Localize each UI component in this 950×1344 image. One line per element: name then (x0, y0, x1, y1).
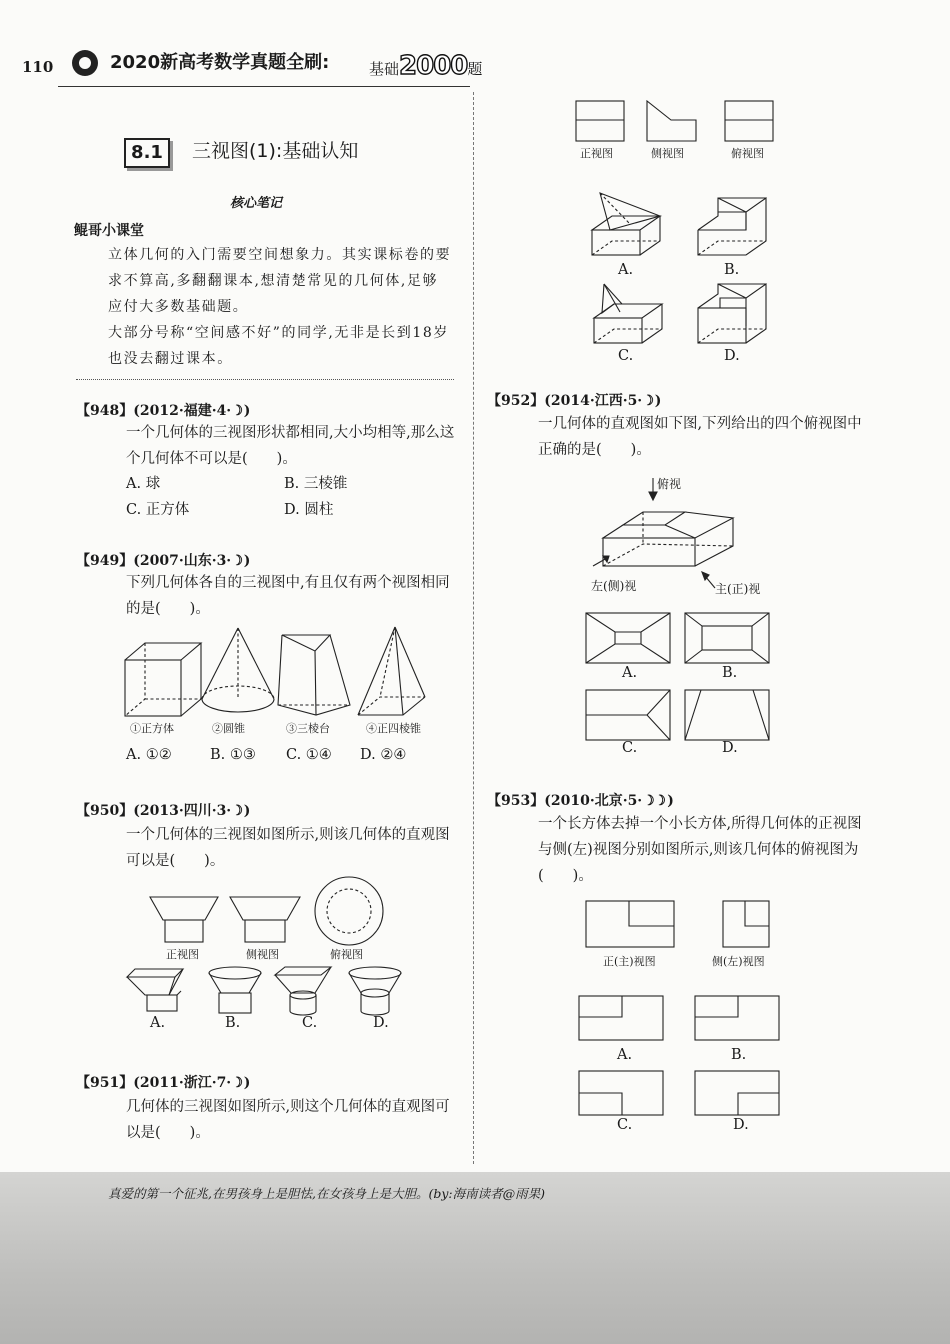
choice-c-topview (579, 1071, 663, 1115)
figure-label: ③三棱台 (286, 722, 330, 735)
crescent-moon-icon: ☽ (231, 403, 244, 419)
dotted-separator (76, 379, 454, 380)
subtitle-prefix: 基础 (369, 60, 400, 78)
option-b: B. (722, 665, 738, 681)
choices-figure-952 (585, 612, 775, 742)
header-circle-icon (72, 50, 98, 76)
choice-a-topview (586, 613, 670, 663)
running-header (64, 44, 484, 84)
choice-c-topview (586, 690, 670, 740)
cone-solid (202, 628, 274, 712)
arrow-left-view (593, 556, 609, 566)
crescent-moon-icon: ☽ (642, 393, 655, 409)
notes-heading: 核心笔记 (229, 196, 282, 211)
option-d: D. ②④ (360, 747, 407, 763)
option-c: C. (618, 348, 634, 364)
section-title: 三视图(1):基础认知 (192, 140, 359, 162)
option-b: B. (724, 262, 740, 278)
choice-c-solid (275, 967, 331, 1015)
choice-c-solid (594, 284, 662, 343)
choice-a-solid (127, 969, 183, 1011)
question-951-header (76, 1072, 250, 1092)
choice-a-solid (592, 193, 660, 255)
lesson-title: 鲲哥小课堂 (74, 223, 144, 239)
option-b: B. 三棱锥 (284, 476, 348, 492)
arrow-top-view (649, 478, 657, 500)
solids-figure (120, 625, 460, 720)
option-a: A. (618, 262, 634, 278)
option-a: A. 球 (126, 476, 161, 492)
question-950-header (76, 800, 250, 820)
choices-figure-951 (580, 188, 780, 358)
option-b: B. ①③ (210, 747, 256, 763)
crescent-moon-icon: ☽ (231, 1075, 244, 1091)
crescent-moon-icon: ☽ (231, 553, 244, 569)
figure-label: ②圆锥 (212, 722, 245, 735)
view-label: 侧视图 (246, 948, 279, 961)
side-view (723, 901, 769, 947)
subtitle-big-number: 2000 (399, 51, 468, 81)
view-label: 俯视图 (330, 948, 363, 961)
question-source-end: ) (243, 803, 251, 819)
arrow-label: 俯视 (657, 477, 682, 491)
side-view (230, 897, 300, 942)
option-c: C. (617, 1117, 633, 1133)
choice-d-solid (698, 284, 766, 343)
front-view (576, 101, 624, 141)
subtitle-suffix: 题 (467, 60, 483, 78)
question-949-text: 下列几何体各自的三视图中,有且仅有两个视图相同的是( )。 (126, 575, 450, 617)
question-id: 【948】 (76, 403, 134, 419)
question-source: (2011·浙江·7· (133, 1075, 232, 1091)
figure-label: ④正四棱锥 (366, 722, 421, 735)
arrow-label: 主(正)视 (715, 582, 761, 596)
solid-952 (603, 512, 733, 566)
section-number: 8.1 (124, 138, 170, 168)
question-id: 【950】 (76, 803, 134, 819)
question-id: 【953】 (487, 793, 545, 809)
two-views-figure-953 (585, 900, 785, 950)
book-subtitle (369, 51, 482, 81)
triangular-frustum-solid (278, 635, 350, 715)
option-a: A. (150, 1015, 166, 1031)
option-a: A. ①② (126, 747, 172, 763)
question-source: (2012·福建·4· (133, 403, 232, 419)
option-a: A. (622, 665, 638, 681)
option-b: B. (225, 1015, 241, 1031)
question-949-header (76, 550, 250, 570)
question-id: 【952】 (487, 393, 545, 409)
question-source: (2007·山东·3· (133, 553, 232, 569)
question-source-end: ) (667, 793, 674, 809)
three-views-figure-950 (145, 875, 395, 955)
choice-b-solid (209, 967, 261, 1013)
question-source-end: ) (654, 393, 662, 409)
view-label: 正视图 (166, 948, 199, 961)
option-d: D. 圆柱 (284, 502, 334, 518)
book-title: 2020新高考数学真题全刷: (110, 52, 330, 73)
figure-label: ①正方体 (130, 722, 174, 735)
choice-b-solid (698, 198, 766, 255)
question-source: (2013·四川·3· (133, 803, 232, 819)
choice-d-topview (685, 690, 769, 740)
view-label: 侧(左)视图 (712, 955, 765, 968)
top-view (725, 101, 773, 141)
option-d: D. (722, 740, 738, 756)
question-948-text: 一个几何体的三视图形状都相同,大小均相等,那么这个几何体不可以是( )。 (126, 425, 455, 467)
arrow-label: 左(侧)视 (591, 579, 637, 593)
option-d: D. (373, 1015, 389, 1031)
front-view (586, 901, 674, 947)
option-a: A. (617, 1047, 633, 1063)
question-950-text: 一个几何体的三视图如图所示,则该几何体的直观图可以是( )。 (126, 827, 450, 869)
view-label: 侧视图 (651, 147, 684, 160)
option-b: B. (731, 1047, 747, 1063)
option-c: C. (622, 740, 638, 756)
lesson-paragraph-1: 立体几何的入门需要空间想象力。其实课标卷的要求不算高,多翻翻课本,想清楚常见的几何体,足够应付大多数基础题。 (108, 247, 452, 315)
three-views-figure-951 (575, 100, 785, 145)
crescent-moon-icon: ☽ (231, 803, 244, 819)
square-pyramid-solid (358, 627, 425, 715)
question-953-text: 一个长方体去掉一个小长方体,所得几何体的正视图与侧(左)视图分别如图所示,则该几何体的俯视图为( )。 (538, 816, 862, 884)
cube-solid (125, 643, 201, 716)
question-source-end: ) (243, 553, 251, 569)
option-c: C. (302, 1015, 318, 1031)
question-source-end: ) (243, 1075, 251, 1091)
choice-b-topview (695, 996, 779, 1040)
column-divider (473, 92, 474, 1164)
question-id: 【951】 (76, 1075, 134, 1091)
lesson-paragraph-2: 大部分号称“空间感不好”的同学,无非是长到18岁也没去翻过课本。 (108, 325, 449, 367)
question-952-header (487, 390, 661, 410)
option-d: D. (733, 1117, 749, 1133)
footer-quote: 真爱的第一个征兆,在男孩身上是胆怯,在女孩身上是大胆。(by:海南读者@雨果) (108, 1186, 545, 1201)
view-label: 正(主)视图 (603, 955, 656, 968)
crescent-moon-icon: ☽☽ (643, 793, 667, 809)
question-source: (2014·江西·5· (544, 393, 643, 409)
choices-figure-953 (578, 995, 778, 1120)
question-source-end: ) (243, 403, 251, 419)
side-view (647, 101, 696, 141)
choice-b-topview (685, 613, 769, 663)
question-951-text: 几何体的三视图如图所示,则这个几何体的直观图可以是( )。 (126, 1099, 450, 1141)
question-952-text: 一几何体的直观图如下图,下列给出的四个俯视图中正确的是( )。 (538, 416, 862, 458)
option-c: C. 正方体 (126, 502, 190, 518)
choice-d-topview (695, 1071, 779, 1115)
question-id: 【949】 (76, 553, 134, 569)
front-view (150, 897, 218, 942)
arrow-front-view (702, 572, 715, 588)
choice-a-topview (579, 996, 663, 1040)
question-948-header (76, 400, 250, 420)
view-label: 俯视图 (731, 147, 764, 160)
page-number: 110 (22, 58, 54, 76)
view-label: 正视图 (580, 147, 613, 160)
option-c: C. ①④ (286, 747, 332, 763)
choices-figure-950 (125, 965, 425, 1020)
choice-d-solid (349, 967, 401, 1015)
option-d: D. (724, 348, 740, 364)
question-953-header (487, 790, 674, 810)
top-view (315, 877, 383, 945)
question-source: (2010·北京·5· (544, 793, 643, 809)
header-rule (58, 86, 470, 87)
